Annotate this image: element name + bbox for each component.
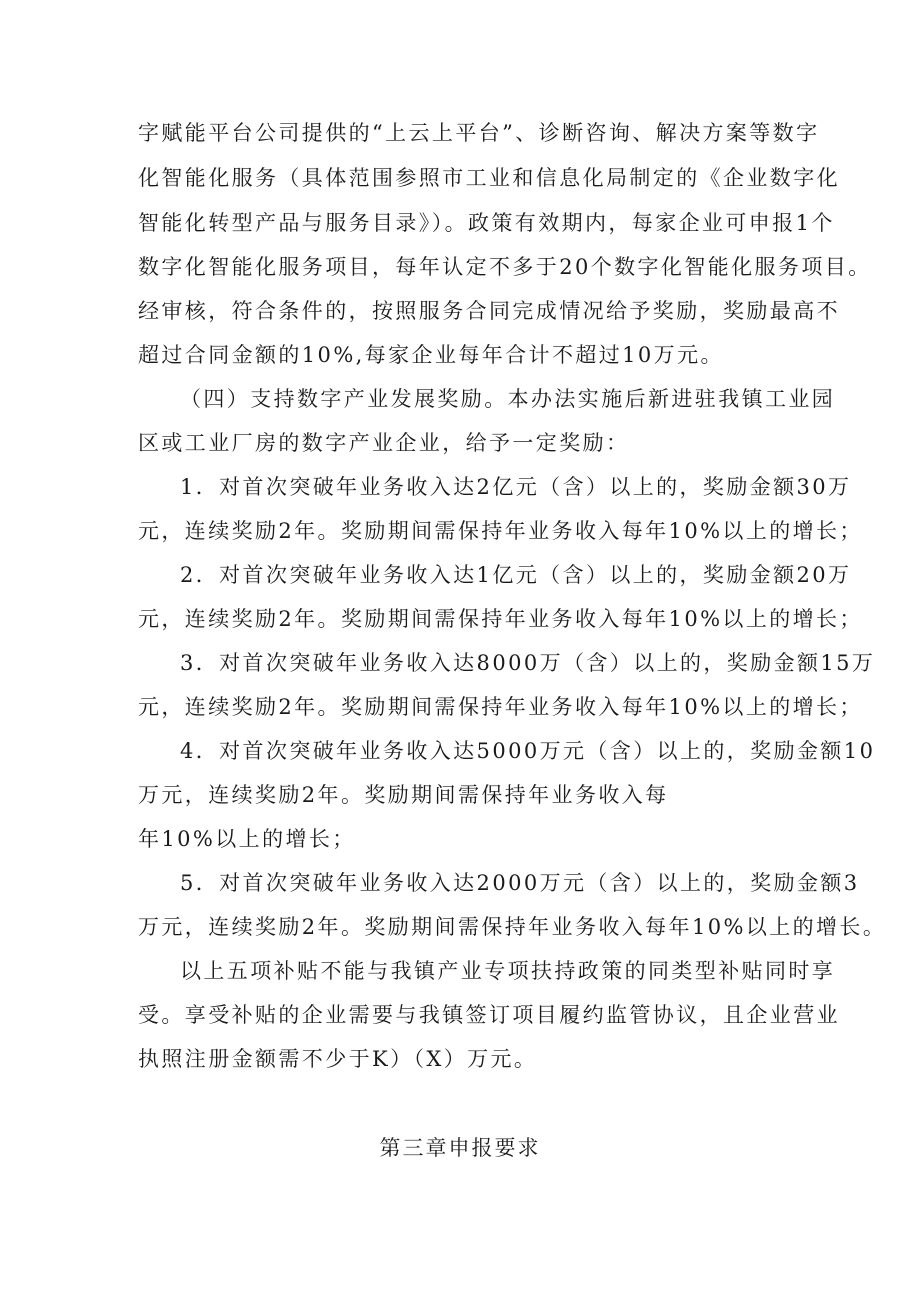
item-2-line-2: 元，连续奖励2年。奖励期间需保持年业务收入每年10%以上的增长； [138,607,863,631]
item-4-line-3: 年10%以上的增长； [138,827,356,851]
paragraph-1-line-2: 化智能化服务（具体范围参照市工业和信息化局制定的《企业数字化 [138,166,840,190]
paragraph-1-line-6: 超过合同金额的10%,每家企业每年合计不超过10万元。 [138,343,724,367]
item-4-line-1: 4．对首次突破年业务收入达5000万元（含）以上的，奖励金额10 [180,739,876,763]
paragraph-2-line-2: 区或工业厂房的数字产业企业，给予一定奖励： [138,431,630,455]
item-3-line-2: 元，连续奖励2年。奖励期间需保持年业务收入每年10%以上的增长； [138,695,863,719]
paragraph-3-line-3: 执照注册金额需不少于K）（X）万元。 [138,1047,538,1071]
item-5-line-2: 万元，连续奖励2年。奖励期间需保持年业务收入每年10%以上的增长。 [138,915,887,939]
paragraph-1-line-1: 字赋能平台公司提供的“上云上平台”、诊断咨询、解决方案等数字 [138,121,820,145]
chapter-heading: 第三章申报要求 [379,1136,541,1160]
item-1-line-2: 元，连续奖励2年。奖励期间需保持年业务收入每年10%以上的增长； [138,519,863,543]
item-4-line-2: 万元，连续奖励2年。奖励期间需保持年业务收入每 [138,783,669,807]
item-5-line-1: 5．对首次突破年业务收入达2000万元（含）以上的，奖励金额3 [180,871,860,895]
item-2-line-1: 2．对首次突破年业务收入达1亿元（含）以上的，奖励金额20万 [180,563,852,587]
paragraph-1-line-4: 数字化智能化服务项目，每年认定不多于20个数字化智能化服务项目。 [138,255,872,279]
item-3-line-1: 3．对首次突破年业务收入达8000万（含）以上的，奖励金额15万 [180,651,876,675]
paragraph-3-line-2: 受。享受补贴的企业需要与我镇签订项目履约监管协议，且企业营业 [138,1003,840,1027]
paragraph-2-line-1: （四）支持数字产业发展奖励。本办法实施后新进驻我镇工业园 [180,387,836,411]
item-1-line-1: 1．对首次突破年业务收入达2亿元（含）以上的，奖励金额30万 [180,475,852,499]
paragraph-1-line-5: 经审核，符合条件的，按照服务合同完成情况给予奖励，奖励最高不 [138,299,840,323]
paragraph-3-line-1: 以上五项补贴不能与我镇产业专项扶持政策的同类型补贴同时享 [180,959,836,983]
paragraph-1-line-3: 智能化转型产品与服务目录》）。政策有效期内，每家企业可申报1个 [138,211,835,235]
